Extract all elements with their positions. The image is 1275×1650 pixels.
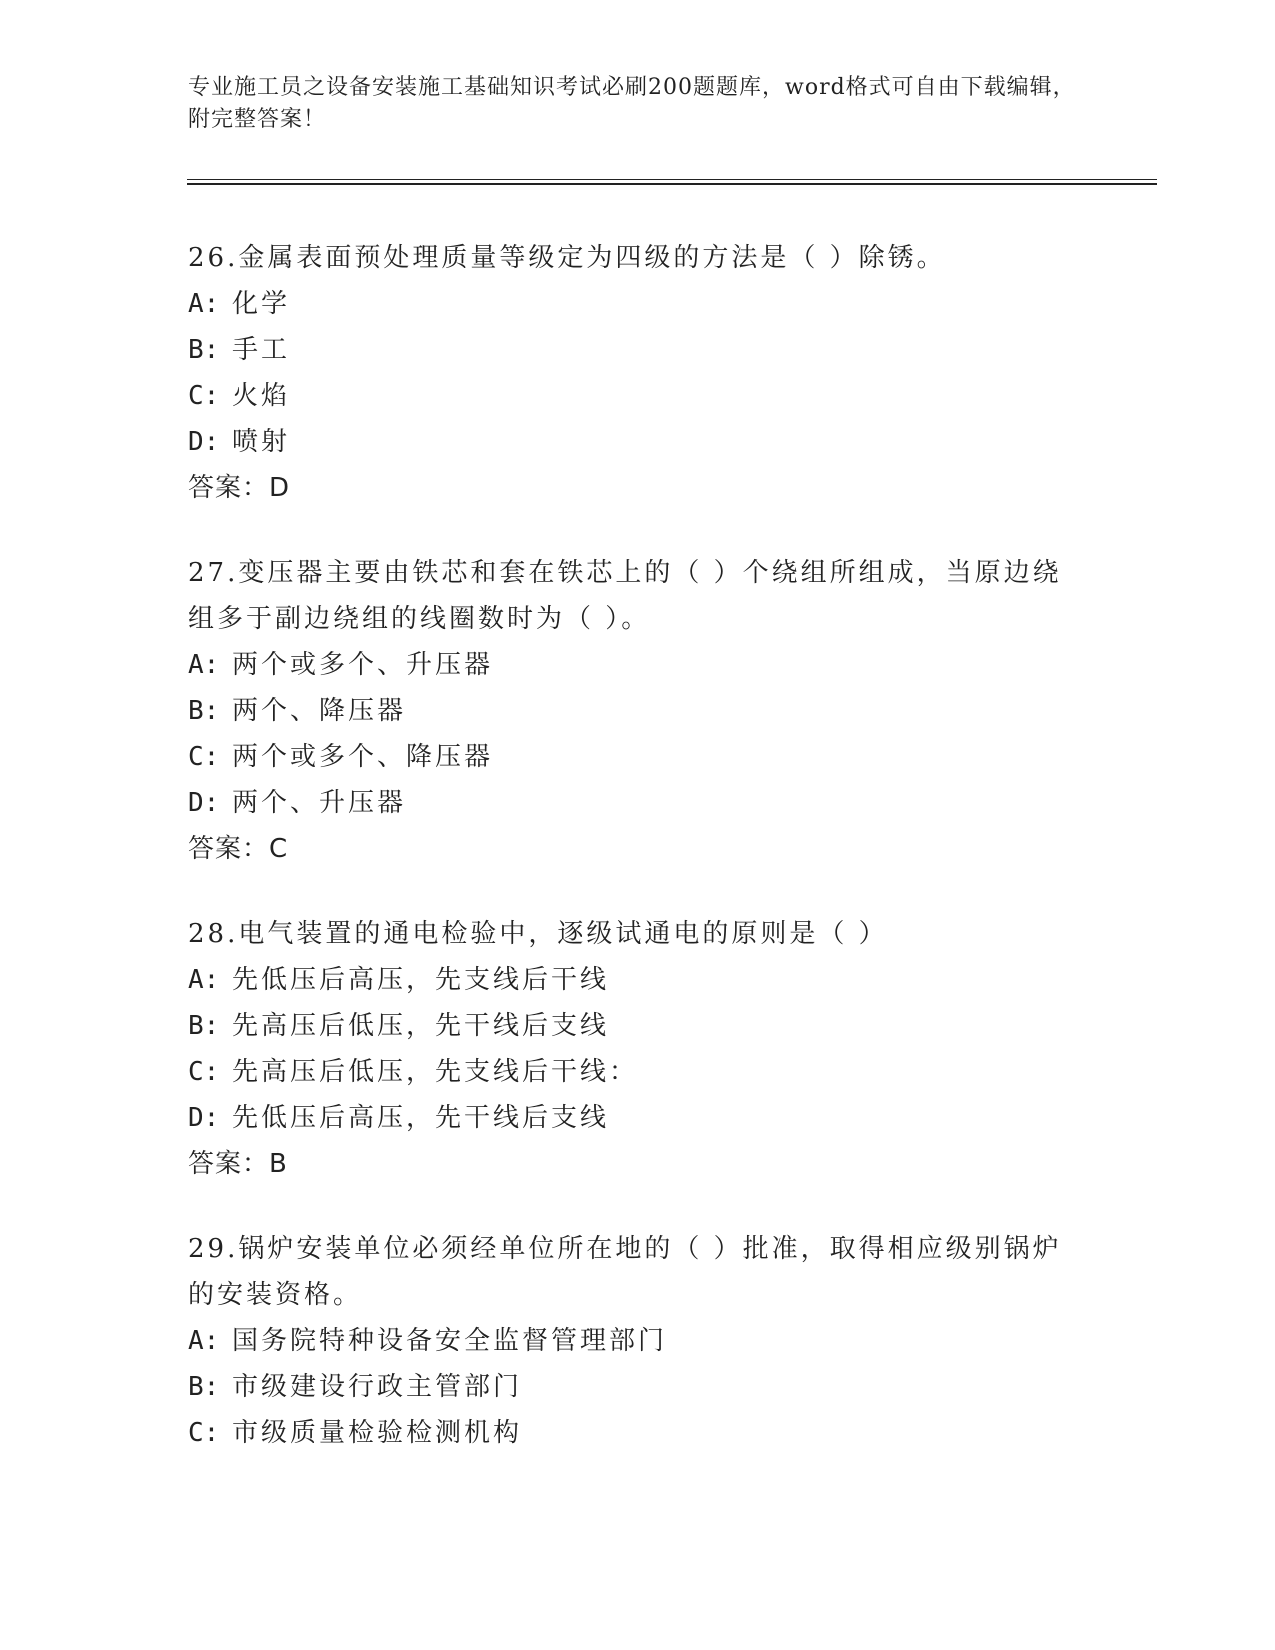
option-key: D: <box>188 1103 220 1133</box>
answer-line: 答案：C <box>188 834 289 864</box>
option-text: 先低压后高压，先干线后支线 <box>232 1103 610 1133</box>
option-text: 火焰 <box>232 381 291 411</box>
question-stem: 29.锅炉安装单位必须经单位所在地的（ ）批准，取得相应级别锅炉的安装资格。 <box>188 1234 1062 1310</box>
option-key: B: <box>188 696 220 726</box>
option-key: B: <box>188 1011 220 1041</box>
option-c <box>188 734 1088 780</box>
question-29 <box>188 1226 1088 1456</box>
option-text: 市级建设行政主管部门 <box>232 1372 523 1402</box>
question-27 <box>188 550 1088 872</box>
option-key: A: <box>188 289 220 319</box>
option-text: 市级质量检验检测机构 <box>232 1418 523 1448</box>
question-stem: 28.电气装置的通电检验中，逐级试通电的原则是（ ） <box>188 919 888 949</box>
option-d <box>188 1095 1088 1141</box>
option-b <box>188 1364 1088 1410</box>
option-d <box>188 419 1088 465</box>
option-key: A: <box>188 650 220 680</box>
option-text: 喷射 <box>232 427 291 457</box>
option-a <box>188 281 1088 327</box>
option-key: A: <box>188 1326 220 1356</box>
option-text: 两个、升压器 <box>232 788 407 818</box>
option-text: 两个、降压器 <box>232 696 407 726</box>
option-text: 化学 <box>232 289 291 319</box>
answer-line: 答案：B <box>188 1149 288 1179</box>
question-stem: 26.金属表面预处理质量等级定为四级的方法是（ ）除锈。 <box>188 243 946 273</box>
option-key: C: <box>188 1057 220 1087</box>
option-d <box>188 780 1088 826</box>
question-list <box>188 235 1088 1495</box>
option-text: 先高压后低压，先干线后支线 <box>232 1011 610 1041</box>
option-key: B: <box>188 1372 220 1402</box>
option-key: A: <box>188 965 220 995</box>
header-rule-thick <box>187 183 1157 185</box>
question-26 <box>188 235 1088 511</box>
option-b <box>188 327 1088 373</box>
option-a <box>188 1318 1088 1364</box>
option-text: 手工 <box>232 335 291 365</box>
option-c <box>188 1049 1088 1095</box>
option-b <box>188 1003 1088 1049</box>
option-key: D: <box>188 788 220 818</box>
answer-line: 答案：D <box>188 473 291 503</box>
option-text: 先低压后高压，先支线后干线 <box>232 965 610 995</box>
option-text: 两个或多个、降压器 <box>232 742 494 772</box>
header-rule-thin <box>187 179 1157 180</box>
option-a <box>188 642 1088 688</box>
option-key: C: <box>188 1418 220 1448</box>
option-key: C: <box>188 742 220 772</box>
option-key: B: <box>188 335 220 365</box>
option-b <box>188 688 1088 734</box>
option-c <box>188 373 1088 419</box>
question-stem: 27.变压器主要由铁芯和套在铁芯上的（ ）个绕组所组成，当原边绕组多于副边绕组的线圈数时为（ ）。 <box>188 558 1062 634</box>
question-28 <box>188 911 1088 1187</box>
document-header <box>188 72 1088 136</box>
option-key: D: <box>188 427 220 457</box>
document-title: 专业施工员之设备安装施工基础知识考试必刷200题题库，word格式可自由下载编辑，附完整答案！ <box>188 75 1076 132</box>
option-a <box>188 957 1088 1003</box>
option-text: 先高压后低压，先支线后干线： <box>232 1057 639 1087</box>
option-c <box>188 1410 1088 1456</box>
option-text: 两个或多个、升压器 <box>232 650 494 680</box>
option-text: 国务院特种设备安全监督管理部门 <box>232 1326 668 1356</box>
option-key: C: <box>188 381 220 411</box>
